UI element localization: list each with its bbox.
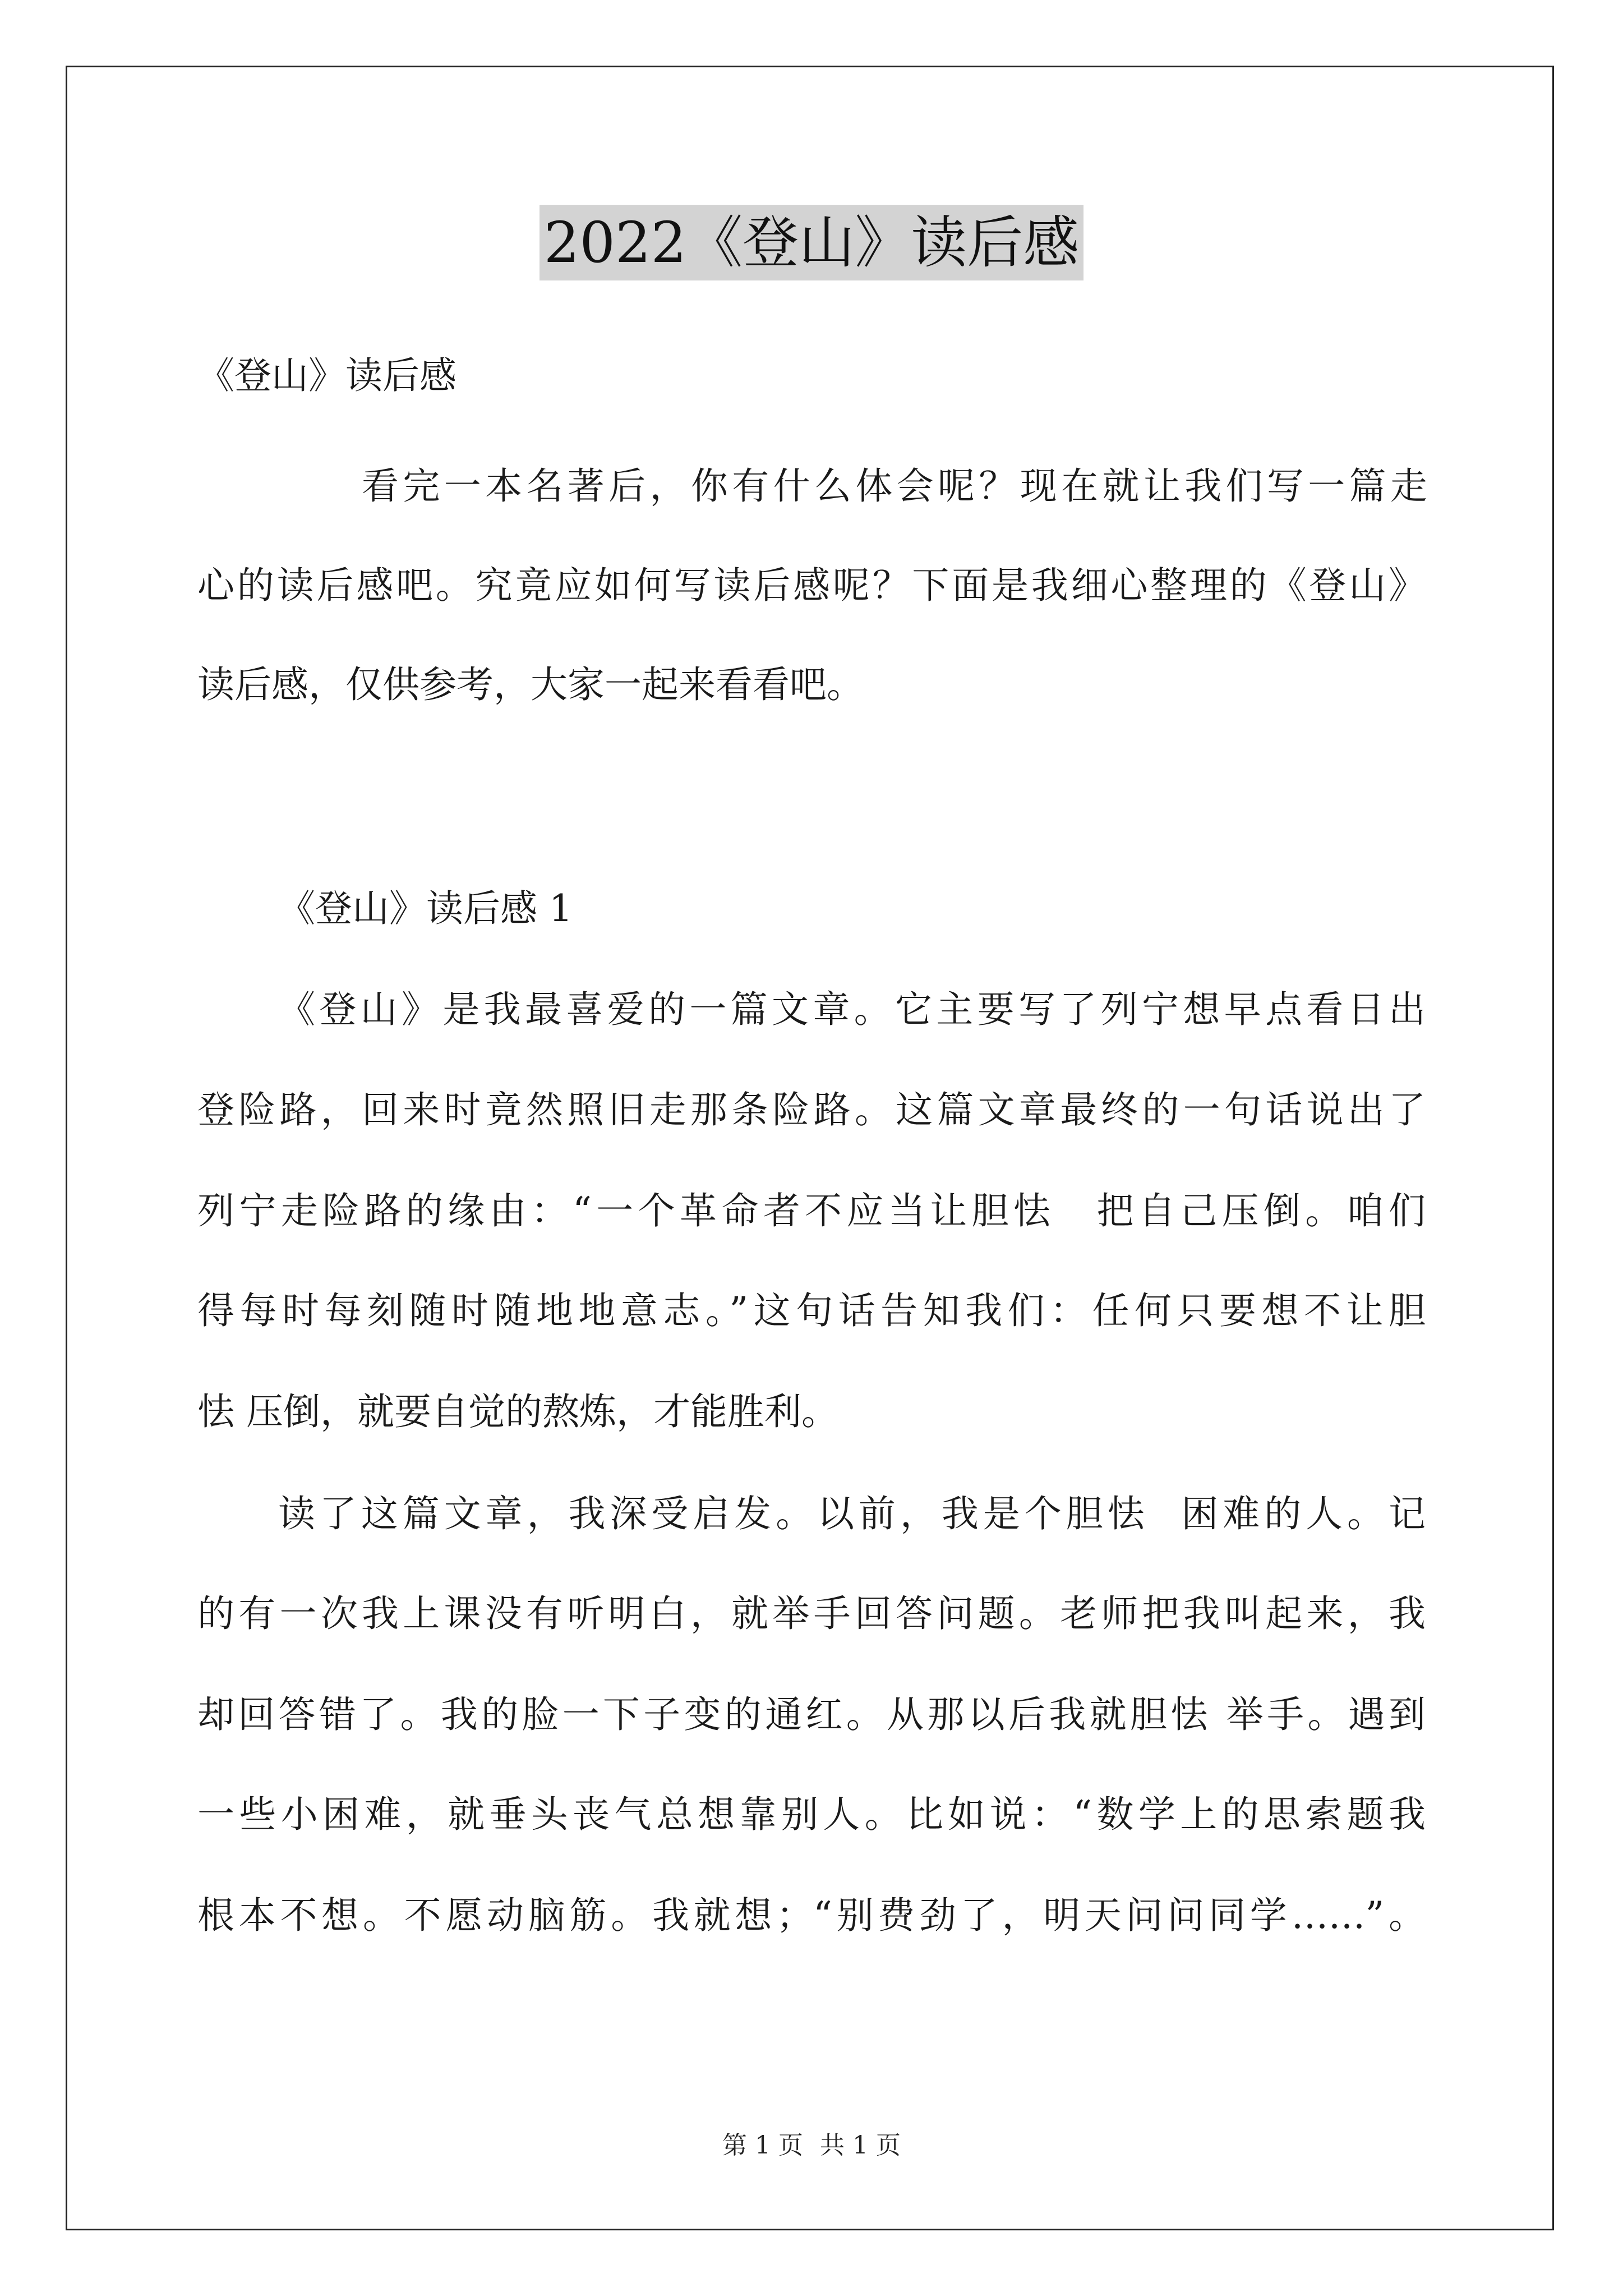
- paragraph2-line-2: 的有一次我上课没有听明白，就举手回答问题。老师把我叫起来，我: [197, 1592, 1426, 1635]
- intro-line-1: 看完一本名著后，你有什么体会呢？现在就让我们写一篇走: [362, 464, 1427, 508]
- intro-line-3: 读后感，仅供参考，大家一起来看看吧。: [197, 663, 864, 706]
- section-heading: 《登山》读后感 1: [278, 887, 573, 930]
- title-container: [0, 205, 1623, 280]
- paragraph1-line-5: 怯 压倒，就要自觉的熬炼，才能胜利。: [197, 1390, 838, 1433]
- paragraph1-line-2: 登险路，回来时竟然照旧走那条险路。这篇文章最终的一句话说出了: [197, 1088, 1426, 1131]
- page-total: 共 1 页: [820, 2131, 901, 2160]
- document-title: 2022《登山》读后感: [540, 205, 1084, 280]
- paragraph2-line-5: 根本不想。不愿动脑筋。我就想；“别费劲了，明天问问同学……”。: [197, 1894, 1426, 1937]
- page-number: 第 1 页: [722, 2131, 803, 2160]
- paragraph2-line-4: 一些小困难，就垂头丧气总想靠别人。比如说：“数学上的思索题我: [197, 1793, 1426, 1836]
- paragraph1-line-4: 得每时每刻随时随地地意志。”这句话告知我们：任何只要想不让胆: [197, 1289, 1426, 1332]
- paragraph1-line-1: 《登山》是我最喜爱的一篇文章。它主要写了列宁想早点看日出: [278, 988, 1426, 1031]
- paragraph2-line-1: 读了这篇文章，我深受启发。以前，我是个胆怯 困难的人。记: [278, 1492, 1426, 1535]
- paragraph2-line-3: 却回答错了。我的脸一下子变的通红。从那以后我就胆怯 举手。遇到: [197, 1693, 1426, 1736]
- paragraph1-line-3: 列宁走险路的缘由：“一个革命者不应当让胆怯 把自己压倒。咱们: [197, 1189, 1426, 1232]
- page-footer: [0, 2129, 1623, 2162]
- intro-line-2: 心的读后感吧。究竟应如何写读后感呢？下面是我细心整理的《登山》: [197, 564, 1426, 607]
- document-subtitle: 《登山》读后感: [197, 354, 457, 397]
